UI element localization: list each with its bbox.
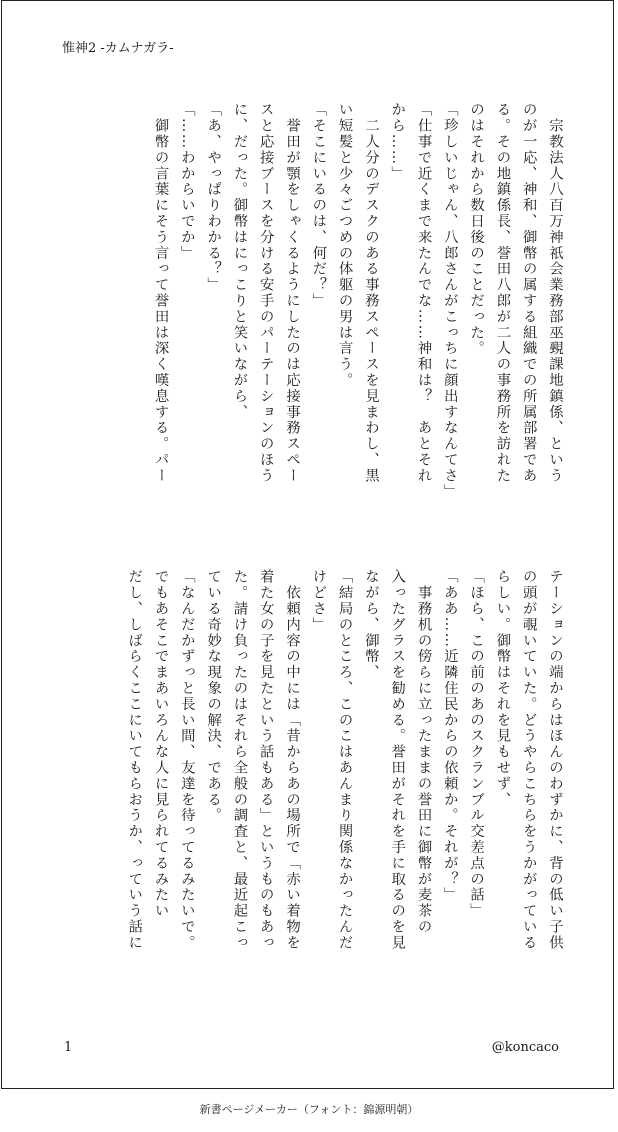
novel-page (1, 0, 614, 1089)
text-line: 「結局のところ、このこはあんまり関係なかったんだ (336, 569, 353, 951)
text-line: い短髪と少々ごつめの体躯の男は言う。 (336, 102, 353, 389)
text-line: に、だった。御幣はにっこりと笑いながら、 (231, 102, 248, 420)
text-line: 「そこにいるのは、何だ？」 (310, 102, 327, 309)
text-line: ながら、御幣、 (362, 569, 379, 681)
text-line: 着た女の子を見たという話もある」というものもあっ (257, 569, 274, 951)
text-line: 「なんだかずっと長い間、友達を待ってるみたいで。 (178, 569, 195, 951)
text-line: けどさ」 (310, 569, 327, 633)
text-line: らしい。御幣はそれを見もせず、 (494, 569, 511, 808)
text-line: 誉田が顎をしゃくるようにしたのは応接事務スペー (284, 102, 301, 484)
text-line: のが一応、神和、御幣の属する組織での所属部署であ (520, 102, 537, 484)
text-line: 宗教法人八百万神祇会業務部巫覡課地鎮係、という (547, 102, 563, 484)
text-line: 二人分のデスクのある事務スペースを見まわし、黒 (362, 102, 379, 484)
text-line: だし、しばらくここにいてもらおうか、っていう話に (126, 569, 143, 951)
text-line: 「あ、やっぱりわかる？」 (205, 102, 222, 293)
text-line: る。その地鎮係長、誉田八郎が二人の事務所を訪れた (494, 102, 511, 484)
text-line: 「……わからいでか」 (178, 102, 195, 261)
text-line: た。請け負ったのはそれら全般の調査と、最近起こっ (231, 569, 248, 951)
text-block-bottom (56, 569, 568, 1005)
page-number: 1 (64, 1040, 73, 1055)
text-line: スと応接ブースを分ける安手のパーテーションのほう (257, 102, 274, 484)
text-line: のはそれから数日後のことだった。 (468, 102, 485, 357)
text-line: 事務机の傍らに立ったままの誉田に御幣が麦茶の (415, 569, 432, 935)
text-line: の頭が覗いていた。どうやらこちらをうかがっている (520, 569, 537, 951)
text-line: 御幣の言葉にそう言って誉田は深く嘆息する。パー (152, 102, 169, 484)
text-line: でもあそこでまあいろんな人に見られてるみたい (152, 569, 169, 919)
text-line: 入ったグラスを勧める。誉田がそれを手に取るのを見 (389, 569, 406, 951)
text-line: 「仕事で近くまで来たんでな……神和は？ あとそれ (415, 102, 432, 484)
text-line: から……」 (389, 102, 406, 182)
text-line: 「ああ……近隣住民からの依頼か。それが？」 (441, 569, 458, 903)
text-line: 依頼内容の中には「昔からあの場所で「赤い着物を (284, 569, 301, 951)
text-line: テーションの端からはほんのわずかに、背の低い子供 (547, 569, 563, 951)
generator-credit: 新書ページメーカー（フォント：錦源明朝） (199, 1103, 419, 1116)
text-line: 「珍しいじゃん、八郎さんがこっちに顔出すなんてさ」 (441, 102, 458, 500)
running-title: 惟神2 -カムナガラ- (62, 41, 174, 56)
author-handle: @koncaco (491, 1040, 559, 1055)
text-block-top (56, 102, 568, 538)
text-line: 「ほら、この前のあのスクランブル交差点の話」 (468, 569, 485, 919)
text-line: ている奇妙な現象の解決、である。 (205, 569, 222, 824)
